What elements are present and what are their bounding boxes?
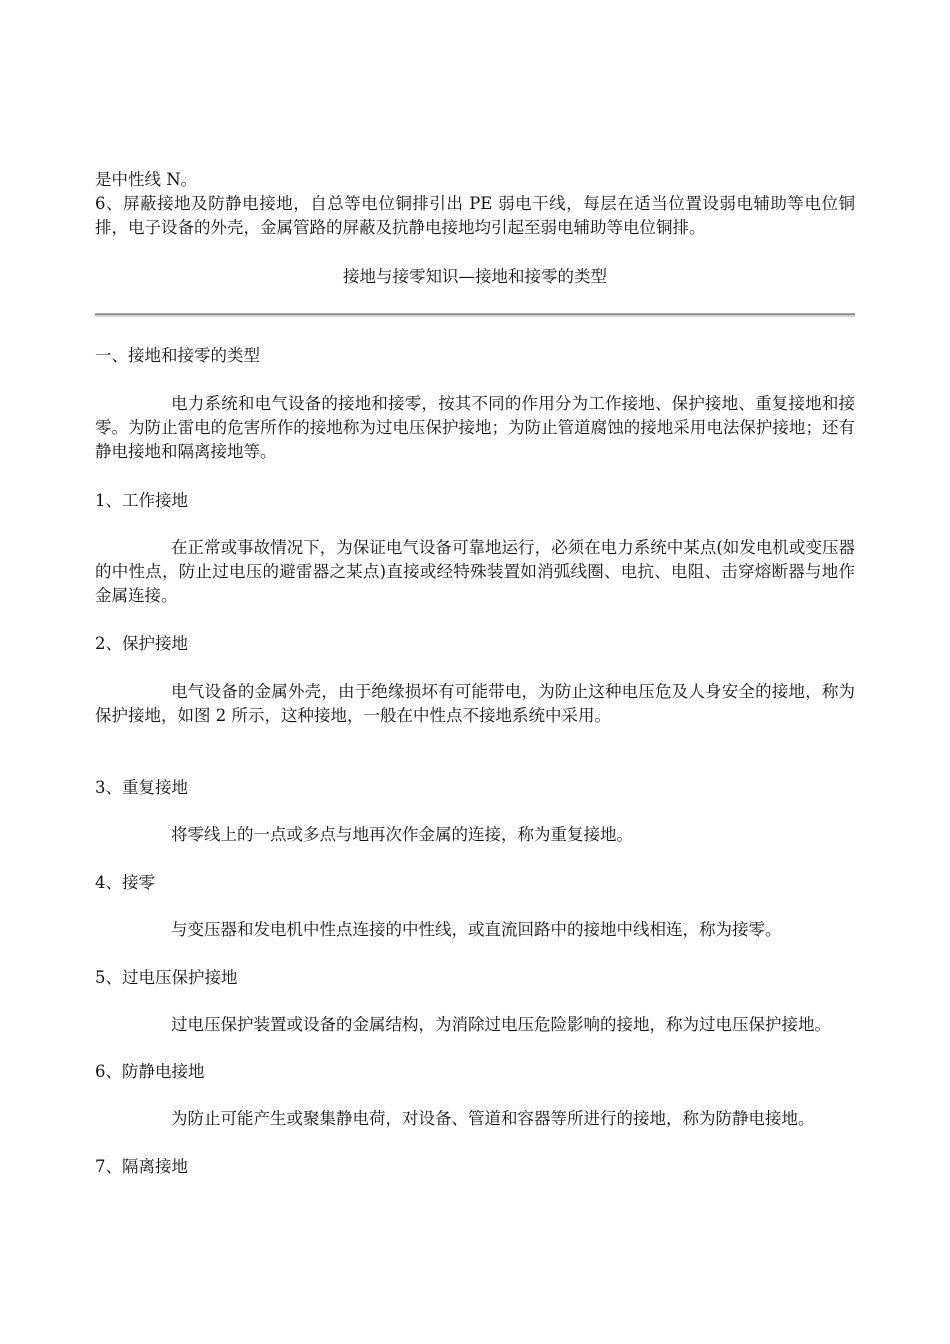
item-heading-6: 6、防静电接地 [95,1062,205,1081]
item-text-3: 将零线上的一点或多点与地再次作金属的连接，称为重复接地。 [171,825,633,844]
item-paragraph-6 [95,1107,855,1131]
section-paragraph-text: 电力系统和电气设备的接地和接零，按其不同的作用分为工作接地、保护接地、重复接地和接零。为防止雷电的危害所作的接地称为过电压保护接地；为防止管道腐蚀的接地采用电法保护接地；还有静电接地和隔离接地等。 [95,394,855,461]
item-text-1: 在正常或事故情况下，为保证电气设备可靠地运行，必须在电力系统中某点(如发电机或变压器的中性点，防止过电压的避雷器之某点)直接或经特殊装置如消弧线圈、电抗、电阻、击穿熔断器与地作金属连接。 [95,538,855,605]
item-paragraph-2 [95,680,855,728]
item-heading-7: 7、隔离接地 [95,1157,188,1176]
item-heading-1: 1、工作接地 [95,491,188,510]
item-text-2: 电气设备的金属外壳，由于绝缘损坏有可能带电，为防止这种电压危及人身安全的接地，称为保护接地，如图 2 所示，这种接地，一般在中性点不接地系统中采用。 [95,682,855,725]
item-heading-4: 4、接零 [95,873,155,892]
item-paragraph-4 [95,918,855,942]
intro-line: 是中性线 N。 [95,170,198,189]
section-paragraph [95,392,855,464]
intro-item-6: 6、屏蔽接地及防静电接地，自总等电位铜排引出 PE 弱电干线，每层在适当位置设弱电辅助等电位铜排，电子设备的外壳，金属管路的屏蔽及抗静电接地均引起至弱电辅助等电位铜排。 [95,194,855,237]
item-text-6: 为防止可能产生或聚集静电荷，对设备、管道和容器等所进行的接地，称为防静电接地。 [171,1109,815,1128]
item-paragraph-3 [95,823,855,847]
item-text-5: 过电压保护装置或设备的金属结构，为消除过电压危险影响的接地，称为过电压保护接地。 [171,1015,831,1034]
section-heading: 一、接地和接零的类型 [95,346,260,365]
article-title: 接地与接零知识—接地和接零的类型 [343,267,607,286]
item-paragraph-1 [95,536,855,608]
title-divider [95,313,855,317]
item-text-4: 与变压器和发电机中性点连接的中性线，或直流回路中的接地中线相连，称为接零。 [171,920,782,939]
item-heading-3: 3、重复接地 [95,778,188,797]
item-heading-2: 2、保护接地 [95,634,188,653]
item-paragraph-5 [95,1013,855,1037]
item-heading-5: 5、过电压保护接地 [95,968,238,987]
